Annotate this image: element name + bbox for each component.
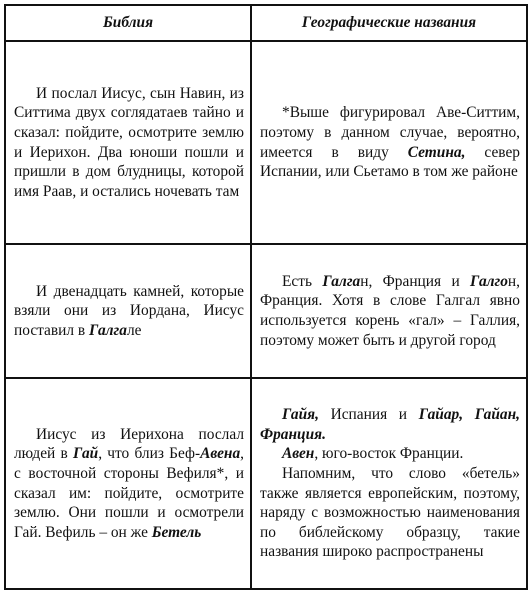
text-run: Испания и — [318, 406, 419, 424]
text-run: н, Франция. Хотя в слове Галгал явно используется корень «гал» – Галлия, поэтому может быть и другой город — [260, 272, 521, 349]
geo-text — [260, 405, 520, 444]
header-geo-names: Географические названия — [251, 5, 527, 41]
table-header-row — [5, 5, 527, 41]
emphasized-place-name: Галга — [322, 272, 361, 290]
bible-cell — [5, 41, 251, 244]
emphasized-place-name: Авен — [282, 445, 315, 463]
text-run: *Выше фигурировал Аве-Ситтим, поэтому в данном случае, вероятно, имеется в виду — [260, 104, 520, 161]
geo-cell — [251, 41, 527, 244]
bible-cell — [5, 244, 251, 378]
bible-cell — [5, 378, 251, 589]
emphasized-place-name: Галго — [470, 272, 508, 290]
header-bible: Библия — [5, 5, 251, 41]
text-run: Напомним, что слово «бетель» также является европейским, поэтому, наряду с возможностью наименования по библейскому образцу, такие названия широко распространены — [260, 464, 520, 561]
geo-cell — [251, 244, 527, 378]
table-row — [5, 378, 527, 589]
geo-text — [260, 444, 520, 464]
emphasized-place-name: Гайар, Гайан, Франция. — [260, 406, 520, 443]
table-row — [5, 41, 527, 244]
text-run: И двенадцать камней, которые взяли они из Иордана, Иисус поставил в — [14, 282, 244, 339]
text-run: , что близ Беф- — [98, 445, 201, 463]
geo-text — [260, 103, 520, 181]
table-row — [5, 244, 527, 378]
text-run: н, Франция и — [360, 272, 471, 290]
geo-text — [260, 272, 520, 350]
text-run: Есть — [282, 272, 323, 290]
emphasized-place-name: Сетина, — [407, 143, 466, 161]
emphasized-place-name: Галга — [89, 321, 127, 339]
comparison-table — [4, 4, 528, 590]
text-run: ле — [126, 321, 142, 339]
text-run: север Испании, или Сьетамо в том же районе — [260, 143, 520, 181]
text-run: И послал Иисус, сын Навин, из Ситтима двух соглядатаев тайно и сказал: пойдите, осмотрите землю и Иерихон. Два юноши пошли и пришли в дом блудницы, которой имя Раав, и остались ночевать там — [14, 84, 244, 200]
emphasized-place-name: Авена — [200, 445, 241, 463]
text-run: , с восточной стороны Вефиля*, и сказал им: пойдите, осмотрите землю. Они пошли и осмотрели Гай. Вефиль – он же — [14, 445, 244, 541]
bible-text — [14, 84, 244, 202]
emphasized-place-name: Гайя, — [282, 406, 319, 424]
geo-text — [260, 464, 520, 562]
bible-text — [14, 425, 244, 543]
bible-text — [14, 282, 244, 341]
geo-cell — [251, 378, 527, 589]
text-run: , юго-восток Франции. — [314, 445, 464, 463]
emphasized-place-name: Бетель — [151, 523, 202, 541]
text-run: Иисус из Иерихона послал людей в — [14, 425, 244, 463]
emphasized-place-name: Гай — [73, 445, 99, 463]
